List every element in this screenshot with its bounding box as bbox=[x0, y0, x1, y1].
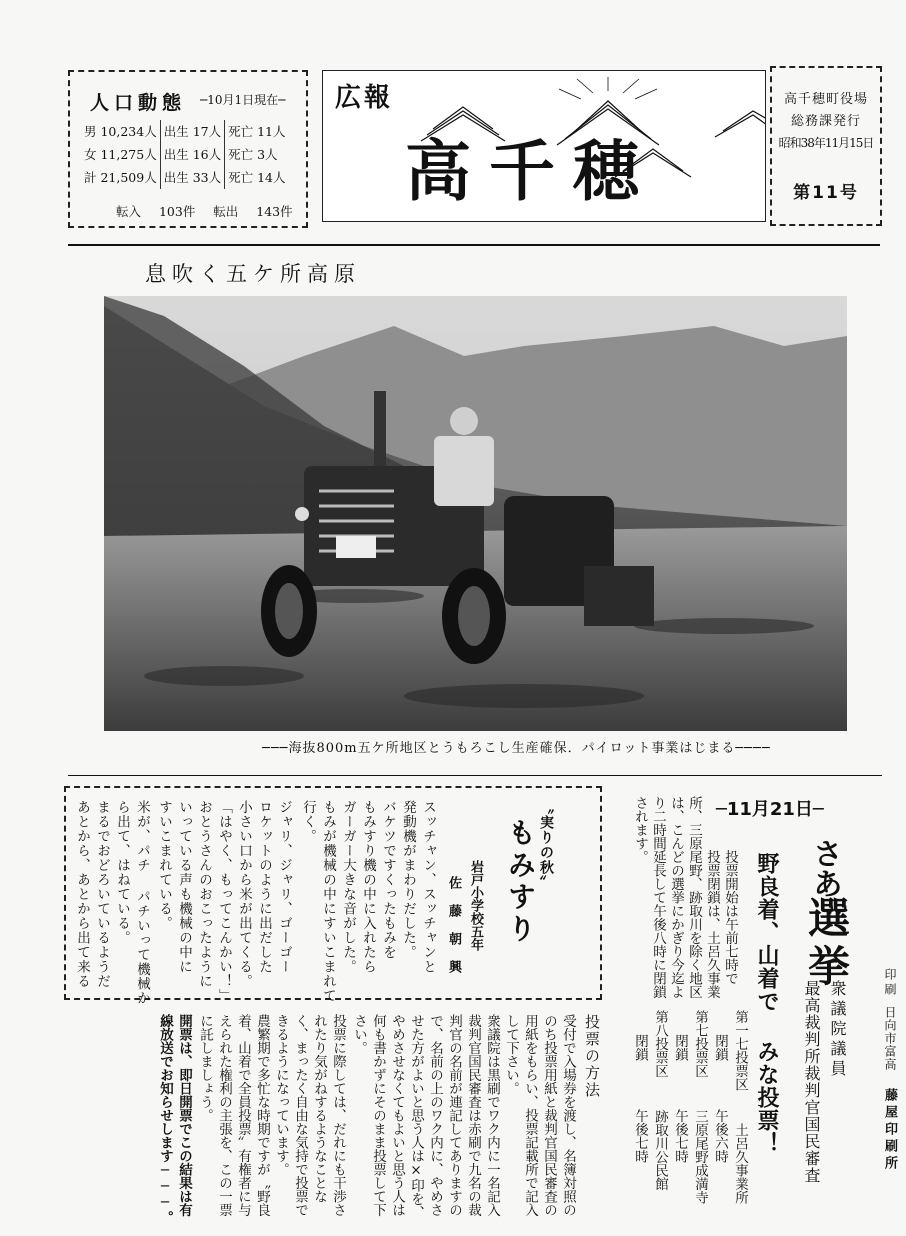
issue-date: 昭和38年11月15日 bbox=[778, 136, 874, 150]
tractor-photo bbox=[104, 296, 847, 731]
poem-line: ガーガー大きな音がした。 bbox=[340, 800, 356, 974]
poem-line: 米が、パチ パチいって機械か bbox=[134, 800, 150, 1006]
printer-label: 印刷 bbox=[883, 968, 897, 998]
newspaper-title: 高千穂 bbox=[405, 132, 657, 210]
births: 出生 33人 bbox=[160, 166, 224, 189]
district-line: 閉鎖 午後六時 bbox=[712, 1034, 728, 1163]
poem-line: バケツですくったもみを bbox=[380, 800, 396, 960]
header-rule bbox=[68, 244, 880, 246]
poem-line: もみが機械の中にすいこまれて bbox=[320, 800, 336, 1003]
publication-label: 広報 bbox=[335, 83, 394, 113]
poem-author: 佐 藤 朝 興 bbox=[446, 876, 461, 973]
poem-line: ら出て、はねている。 bbox=[114, 800, 130, 945]
deaths: 死亡 3人 bbox=[225, 143, 289, 166]
method-line: せた方がよいと思う人は×印を、 bbox=[408, 1014, 424, 1219]
hours-line: り二時間延長して午後八時に閉鎖 bbox=[650, 796, 666, 999]
method-line: 開票は、即日開票でこの結果は有 bbox=[176, 1014, 192, 1217]
poem-line: ロケットのように出だした bbox=[256, 800, 272, 974]
section-rule bbox=[68, 775, 882, 776]
district-line: 閉鎖 午後七時 bbox=[672, 1034, 688, 1163]
method-line: で、名前の上のワク内に、やめさ bbox=[427, 1014, 443, 1217]
district-line: 第八投票区 跡取川公民館 bbox=[652, 1010, 668, 1191]
poem-line: もみすり機の中に入れたら bbox=[360, 800, 376, 974]
population-box bbox=[68, 70, 308, 228]
table-row bbox=[84, 143, 289, 166]
poem-school: 岩戸小学校五年 bbox=[468, 860, 483, 951]
election-kind: 衆議院議員 bbox=[828, 980, 847, 1080]
hours-line: は、こんどの選挙にかぎり今迄よ bbox=[668, 796, 684, 999]
hours-line: されます。 bbox=[632, 796, 648, 864]
hours-line: 所、三原尾野、跡取川を除く地区 bbox=[686, 796, 702, 999]
issuer-box bbox=[770, 66, 882, 226]
population-count: 計 21,509人 bbox=[84, 170, 157, 185]
method-title: 投票の方法 bbox=[583, 1014, 601, 1099]
poem-line: あとから、あとから出て来る bbox=[74, 800, 90, 989]
table-row bbox=[84, 120, 289, 143]
hours-line: 投票閉鎖は、土呂久事業 bbox=[704, 850, 720, 999]
poem-line: 小さい口から米が出てくる。 bbox=[236, 800, 252, 989]
method-line: 線放送でお知らせします───。 bbox=[157, 1014, 173, 1224]
hours-line: 投票開始は午前七時で bbox=[722, 850, 738, 985]
issue-number: 第11号 bbox=[793, 183, 859, 203]
method-line: 裁判官国民審査は赤刷で九名の裁 bbox=[465, 1014, 481, 1217]
poem-line: ジャリ、ジャリ、ゴーゴー bbox=[276, 800, 292, 974]
method-line: さい。 bbox=[351, 1014, 367, 1055]
method-line: く、まったく自由な気持で投票で bbox=[292, 1014, 308, 1217]
migration-count: 転入 103件 転出 143件 bbox=[116, 204, 293, 219]
method-line: のち投票用紙と裁判官国民審査の bbox=[541, 1014, 557, 1217]
poem-title: もみすり bbox=[504, 818, 537, 946]
method-line: れたり気がねするようなことな bbox=[311, 1014, 327, 1203]
method-line: 衆議院は黒刷でワク内に一名記入 bbox=[484, 1014, 500, 1217]
population-date: ─10月1日現在─ bbox=[200, 93, 286, 107]
population-title: 人口動態 bbox=[90, 92, 187, 114]
masthead bbox=[322, 70, 766, 222]
method-line: えられた権利の主張を、この一票 bbox=[216, 1014, 232, 1217]
births: 出生 17人 bbox=[160, 120, 224, 143]
photo-caption: ───海抜800m五ケ所地区とうもろこし生産確保．パイロット事業はじまる──── bbox=[262, 741, 771, 756]
poem-line: おとうさんのおこったように bbox=[196, 800, 212, 989]
poem-tag: 〝実りの秋〟 bbox=[538, 800, 554, 890]
method-line: 農繁期で多忙な時期ですが〝野良 bbox=[254, 1014, 270, 1217]
printer-name: 藤屋印刷所 bbox=[882, 1088, 897, 1173]
election-kind: 最高裁判所裁判官国民審査 bbox=[802, 980, 821, 1184]
method-line: 着、山着で全員投票〟有権者に与 bbox=[235, 1014, 251, 1217]
method-line: きるようになっています。 bbox=[273, 1014, 289, 1176]
method-line: して下さい。 bbox=[503, 1014, 519, 1095]
poem-line: 「はやく、もってこんかい！」 bbox=[216, 800, 232, 1003]
population-count: 男 10,234人 bbox=[84, 124, 157, 139]
printer-place: 日向市富高 bbox=[883, 1006, 897, 1071]
photo-headline: 息吹く五ケ所高原 bbox=[145, 262, 361, 286]
method-line: 投票に際しては、だれにも干渉さ bbox=[330, 1014, 346, 1217]
poem-line: 行く。 bbox=[300, 800, 316, 844]
election-title-1: さあ bbox=[807, 838, 842, 898]
method-line: 用紙をもらい、投票記載所で記入 bbox=[522, 1014, 538, 1217]
poem-line: すいこまれている。 bbox=[156, 800, 172, 931]
district-line: 第七投票区 三原尾野成満寺 bbox=[692, 1010, 708, 1204]
method-line: 判官の名前が連記してありますの bbox=[446, 1014, 462, 1217]
table-row bbox=[84, 166, 289, 189]
issuer-dept: 総務課発行 bbox=[790, 114, 861, 129]
method-line: 受付で入場券を渡し、名簿対照の bbox=[560, 1014, 576, 1217]
poem-line: まるでおどろいているようだ bbox=[94, 800, 110, 989]
method-line: やめさせなくてもよいと思う人は bbox=[389, 1014, 405, 1217]
election-title-2: 選挙 bbox=[802, 896, 851, 992]
district-line: 閉鎖 午後七時 bbox=[632, 1034, 648, 1163]
deaths: 死亡 14人 bbox=[225, 166, 289, 189]
district-line: 第一七投票区 土呂久事業所 bbox=[732, 1010, 748, 1204]
poem-line: スッチャン、スッチャンと bbox=[420, 800, 436, 974]
poem-line: 発動機がまわりだした。 bbox=[400, 800, 416, 960]
population-count: 女 11,275人 bbox=[84, 147, 157, 162]
issuer-office: 高千穂町役場 bbox=[783, 92, 868, 107]
election-slogan: 野良着、山着で みな投票！ bbox=[754, 852, 780, 1155]
population-table bbox=[84, 120, 289, 189]
births: 出生 16人 bbox=[160, 143, 224, 166]
poem-line: いっている声も機械の中に bbox=[176, 800, 192, 974]
election-date: ─11月21日─ bbox=[716, 799, 824, 820]
method-line: 何も書かずにそのまま投票して下 bbox=[370, 1014, 386, 1217]
deaths: 死亡 11人 bbox=[225, 120, 289, 143]
method-line: に託しましょう。 bbox=[197, 1014, 213, 1122]
